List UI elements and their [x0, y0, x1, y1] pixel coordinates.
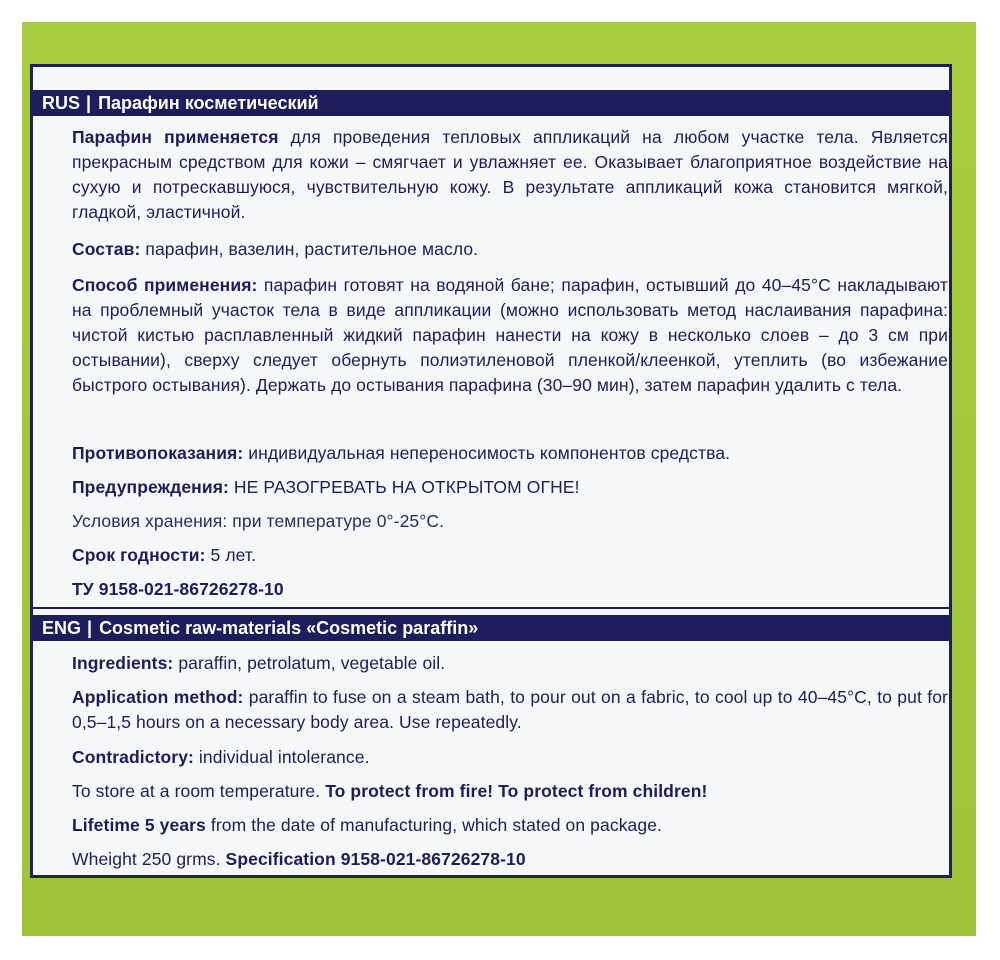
eng-ingredients-label: Ingredients: — [72, 653, 174, 673]
rus-spec — [72, 577, 948, 602]
rus-title: Парафин косметический — [98, 93, 319, 113]
rus-shelf-text: 5 лет. — [205, 545, 257, 565]
rus-warnings — [72, 475, 948, 500]
eng-storage — [72, 779, 948, 804]
eng-contra-text: individual intolerance. — [193, 747, 370, 767]
rus-spec-text: ТУ 9158-021-86726278-10 — [72, 579, 284, 599]
eng-ingredients-text: paraffin, petrolatum, vegetable oil. — [173, 653, 446, 673]
eng-header — [33, 615, 949, 641]
eng-lifetime-text: from the date of manufacturing, which stated on package. — [205, 815, 663, 835]
rus-composition — [72, 237, 948, 262]
rus-warn-label: Предупреждения: — [72, 477, 229, 497]
rus-contra-label: Противопоказания: — [72, 443, 244, 463]
rus-shelf-label: Срок годности: — [72, 545, 206, 565]
eng-ingredients — [72, 651, 948, 676]
eng-store-text: To store at a room temperature. — [72, 781, 326, 801]
rus-composition-label: Состав: — [72, 239, 141, 259]
rus-header — [33, 90, 949, 116]
eng-title: Cosmetic raw-materials «Cosmetic paraffin» — [99, 618, 479, 638]
rus-contra-text: индивидуальная непереносимость компонентов средства. — [243, 443, 731, 463]
rus-composition-text: парафин, вазелин, растительное масло. — [140, 239, 479, 259]
rus-method-text: парафин готовят на водяной бане; парафин, остывший до 40–45°С накладывают на проблемный участок тела в виде аппликации (можно использовать метод наслаивания парафина: чистой кистью расплавленный жидкий парафин нанести на кожу в несколько слоев – до 3 см при остывании), сверху следует обернуть полиэтиленовой пленкой/клеенкой, утеплить (во избежание быстрого остывания). Держать до остывания парафина (30–90 мин), затем парафин удалить с тела. — [72, 275, 948, 395]
eng-contra-label: Contradictory: — [72, 747, 194, 767]
rus-intro-label: Парафин применяется — [72, 127, 279, 147]
eng-lifetime — [72, 813, 948, 838]
rus-method — [72, 273, 948, 398]
rus-shelf-life — [72, 543, 948, 568]
eng-weight-spec — [72, 847, 948, 872]
label-panel — [30, 64, 952, 878]
eng-contradictory — [72, 745, 948, 770]
rus-code: RUS — [42, 93, 81, 113]
rus-warn-text: НЕ РАЗОГРЕВАТЬ НА ОТКРЫТОМ ОГНЕ! — [228, 477, 580, 497]
eng-protect-text: To protect from fire! To protect from children! — [325, 781, 708, 801]
eng-weight-text: Wheight 250 grms. — [72, 849, 226, 869]
rus-method-label: Способ применения: — [72, 275, 258, 295]
eng-method-label: Application method: — [72, 687, 244, 707]
eng-lifetime-label: Lifetime 5 years — [72, 815, 206, 835]
rus-contraindications — [72, 441, 948, 466]
rus-intro-text: для проведения тепловых аппликаций на любом участке тела. Является прекрасным средством для кожи – смягчает и увлажняет ее. Оказывает благоприятное воздействие на сухую и потрескавшуюся, чувствительную кожу. В результате аппликаций кожа становится мягкой, гладкой, эластичной. — [72, 127, 948, 222]
eng-separator: | — [87, 618, 93, 638]
rus-storage: Условия хранения: при температуре 0°-25°С. — [72, 511, 445, 531]
rus-separator: | — [86, 93, 92, 113]
eng-code: ENG — [42, 618, 82, 638]
eng-method — [72, 685, 948, 735]
section-divider — [33, 607, 949, 609]
eng-method-text: paraffin to fuse on a steam bath, to pour out on a fabric, to cool up to 40–45°C, to put for 0,5–1,5 hours on a necessary body area. Use repeatedly. — [72, 687, 948, 732]
eng-spec-text: Specification 9158-021-86726278-10 — [225, 849, 526, 869]
rus-intro — [72, 125, 948, 225]
